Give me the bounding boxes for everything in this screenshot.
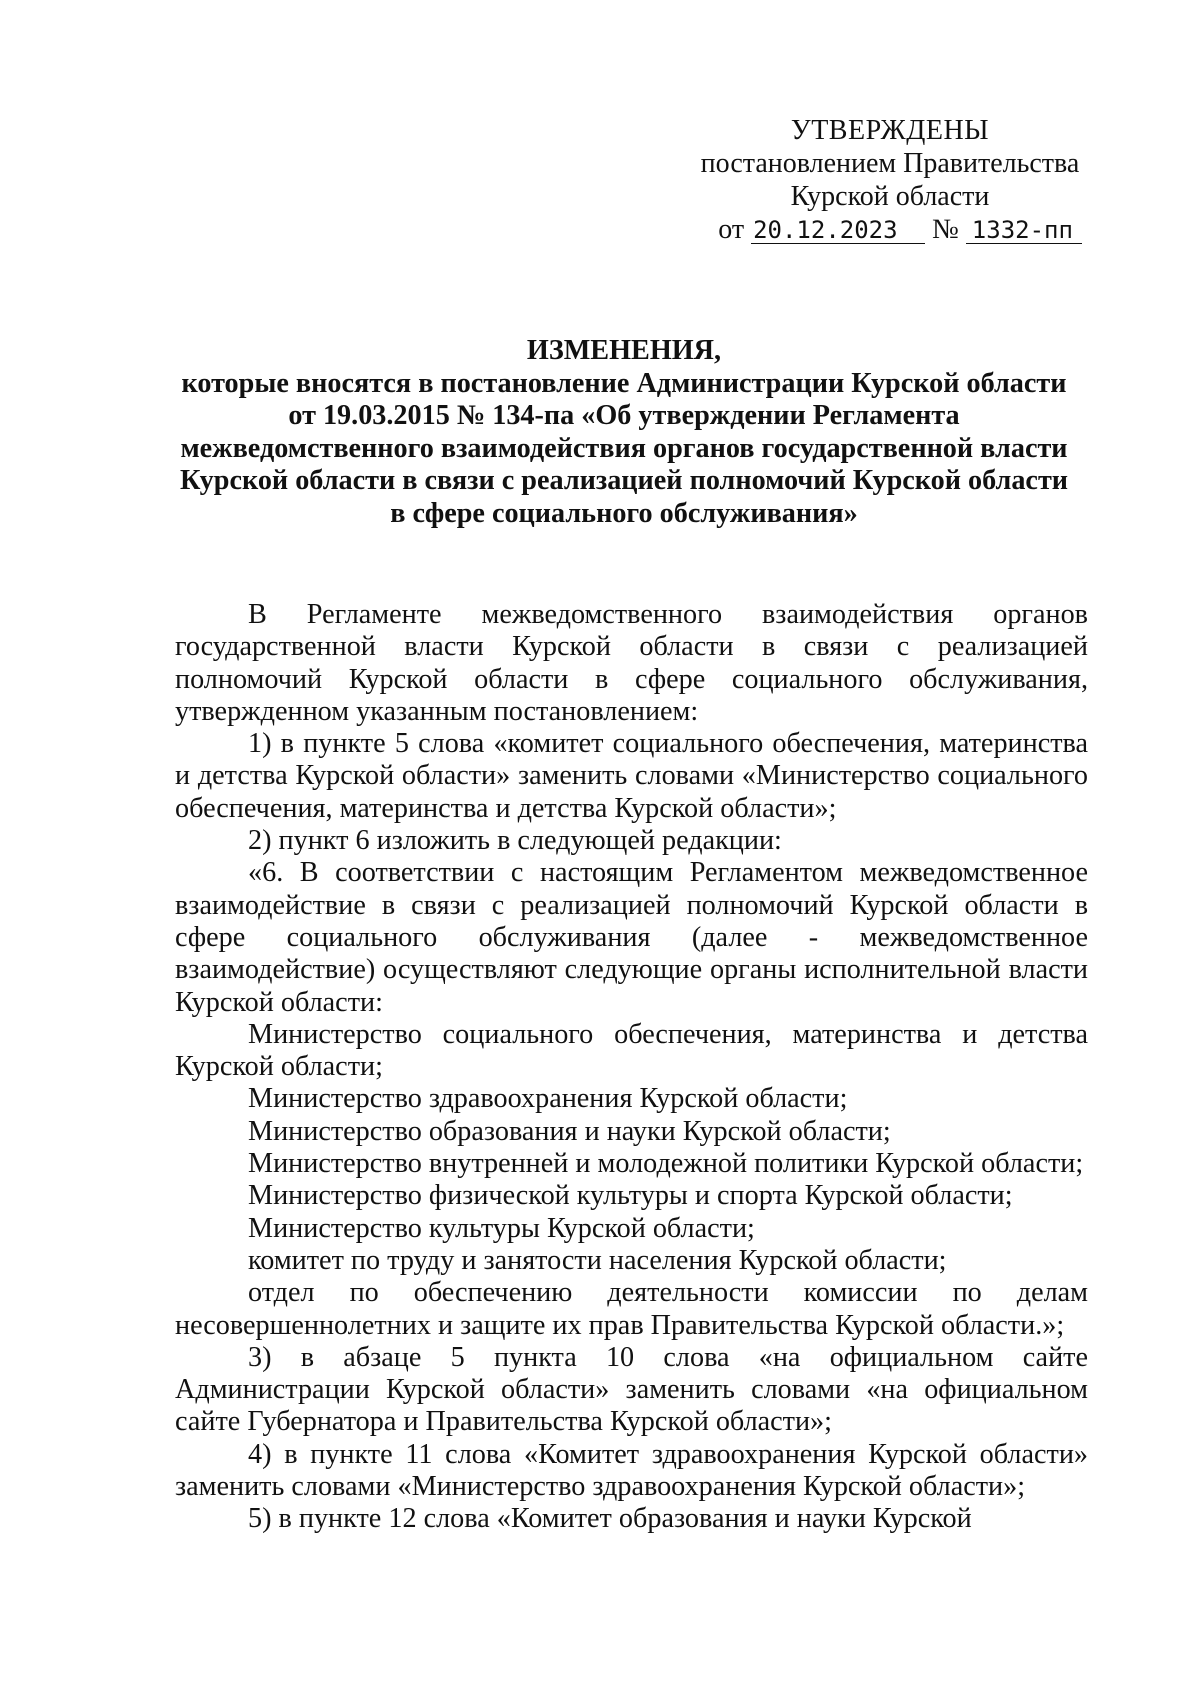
body-paragraph: Министерство культуры Курской области; (248, 1212, 755, 1244)
body-paragraph: В Регламенте межведомственного взаимодействия органов государственной власти Курской области в связи с реализацией полномочий Курской области в сфере социального обслуживания, утвержденном указанным постановлением: (175, 599, 1088, 727)
approval-date-line (690, 213, 1090, 246)
body-paragraph: 5) в пункте 12 слова «Комитет образования и науки Курской (248, 1503, 972, 1535)
heading-line: от 19.03.2015 № 134-па «Об утверждении Регламента (288, 400, 960, 431)
heading-line: которые вносятся в постановление Администрации Курской области (181, 367, 1067, 399)
body-paragraph: 2) пункт 6 изложить в следующей редакции: (248, 825, 782, 857)
approval-line-region: Курской области (790, 181, 990, 212)
body-paragraph: Министерство социального обеспечения, материнства и детства Курской области; (175, 1018, 1088, 1083)
heading-line: межведомственного взаимодействия органов государственной власти (180, 432, 1068, 464)
body-paragraph: 4) в пункте 11 слова «Комитет здравоохранения Курской области» заменить словами «Министерство здравоохранения Курской области»; (175, 1438, 1088, 1503)
body-paragraph: Министерство образования и науки Курской области; (248, 1115, 891, 1147)
approval-line-decree: постановлением Правительства (700, 148, 1080, 179)
body-paragraph: «6. В соответствии с настоящим Регламентом межведомственное взаимодействие в связи с реализацией полномочий Курской области в сфере социального обслуживания (далее - межведомственное взаимодействие) осуществляют следующие органы исполнительной власти Курской области: (175, 857, 1088, 1018)
date-stamp: 20.12.2023 (751, 217, 925, 244)
date-prefix: от (718, 214, 745, 245)
approval-block (690, 114, 1090, 246)
document-body (175, 599, 1088, 1536)
body-paragraph: Министерство внутренней и молодежной политики Курской области; (248, 1148, 1084, 1180)
body-paragraph: 3) в абзаце 5 пункта 10 слова «на официальном сайте Администрации Курской области» заменить словами «на официальном сайте Губернатора и Правительства Курской области»; (175, 1341, 1088, 1438)
body-paragraph: комитет по труду и занятости населения Курской области; (248, 1244, 947, 1276)
body-paragraph: 1) в пункте 5 слова «комитет социального обеспечения, материнства и детства Курской области» заменить словами «Министерство социального обеспечения, материнства и детства Курской области»; (175, 728, 1088, 824)
heading-title: ИЗМЕНЕНИЯ, (526, 335, 722, 366)
body-paragraph: отдел по обеспечению деятельности комиссии по делам несовершеннолетних и защите их прав Правительства Курской области.»; (175, 1277, 1088, 1341)
body-paragraph: Министерство здравоохранения Курской области; (248, 1083, 848, 1115)
document-heading (150, 335, 1098, 530)
number-stamp: 1332-пп (966, 217, 1082, 244)
body-paragraph: Министерство физической культуры и спорта Курской области; (248, 1180, 1013, 1212)
heading-line: в сфере социального обслуживания» (390, 497, 858, 529)
heading-line: Курской области в связи с реализацией полномочий Курской области (179, 465, 1069, 496)
approval-title: УТВЕРЖДЕНЫ (790, 115, 990, 146)
number-prefix: № (932, 214, 959, 245)
